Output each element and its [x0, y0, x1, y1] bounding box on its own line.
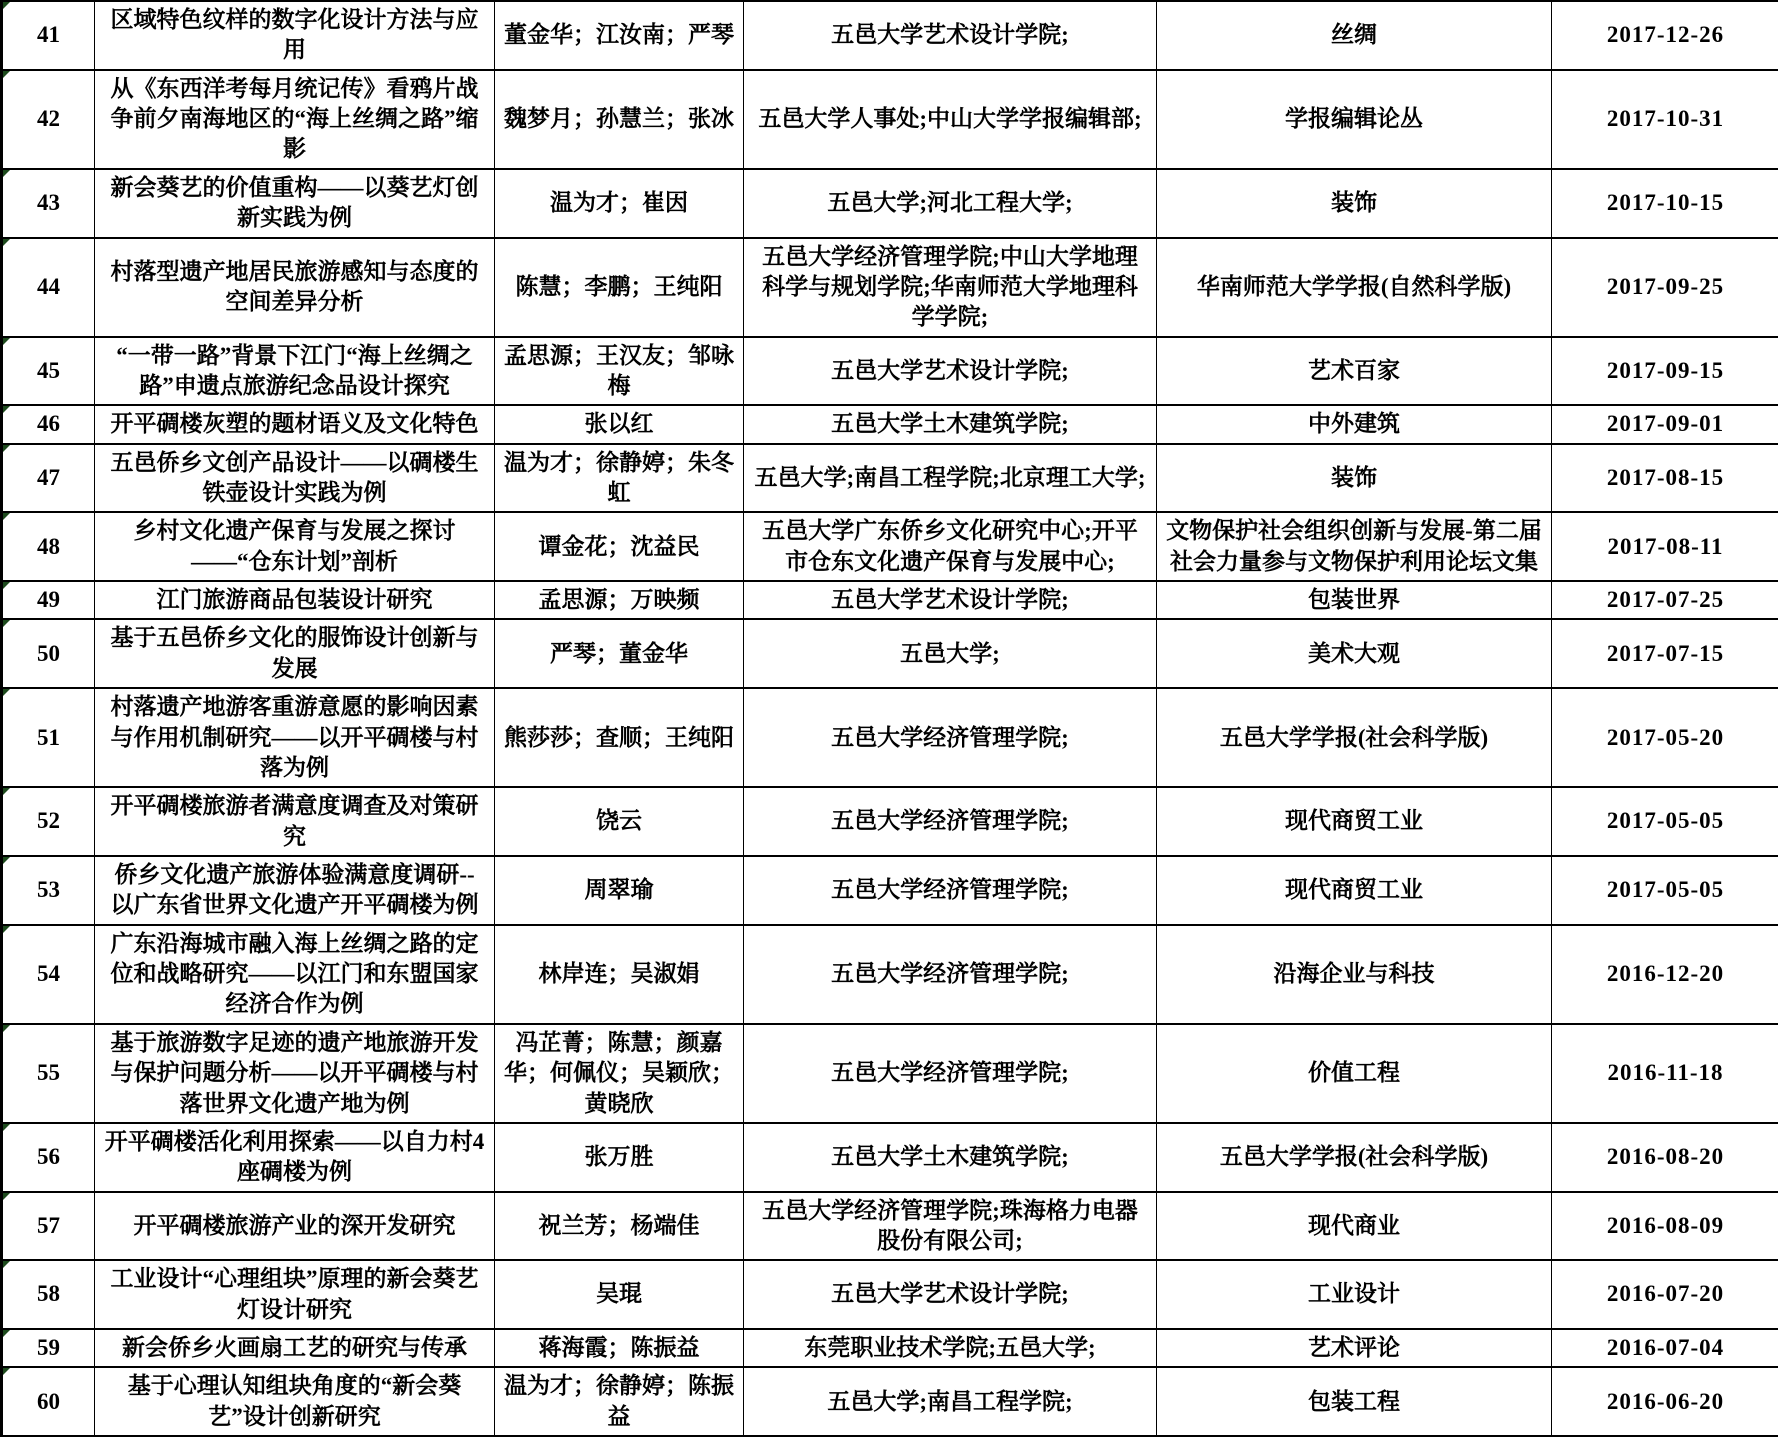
table-row [2, 619, 1778, 688]
row-number-cell: 54 [2, 925, 95, 1024]
authors-cell: 蒋海霞；陈振益 [495, 1329, 744, 1367]
paper-title-cell: 江门旅游商品包装设计研究 [95, 581, 495, 619]
publish-date-cell: 2017-10-31 [1552, 70, 1778, 169]
institutions-cell: 五邑大学经济管理学院; [744, 856, 1157, 925]
authors-cell: 熊莎莎；查顺；王纯阳 [495, 688, 744, 787]
paper-title-cell: 五邑侨乡文创产品设计——以碉楼生铁壶设计实践为例 [95, 444, 495, 513]
row-number-cell: 44 [2, 238, 95, 337]
row-number-cell: 45 [2, 337, 95, 406]
paper-title-cell: 村落遗产地游客重游意愿的影响因素与作用机制研究——以开平碉楼与村落为例 [95, 688, 495, 787]
authors-cell: 孟思源；王汉友；邹咏梅 [495, 337, 744, 406]
row-number-cell: 41 [2, 1, 95, 70]
journal-cell: 包装世界 [1157, 581, 1552, 619]
institutions-cell: 五邑大学艺术设计学院; [744, 1, 1157, 70]
paper-title-cell: “一带一路”背景下江门“海上丝绸之路”申遗点旅游纪念品设计探究 [95, 337, 495, 406]
publish-date-cell: 2017-09-15 [1552, 337, 1778, 406]
publish-date-cell: 2016-11-18 [1552, 1024, 1778, 1123]
institutions-cell: 五邑大学经济管理学院; [744, 688, 1157, 787]
publish-date-cell: 2017-07-25 [1552, 581, 1778, 619]
authors-cell: 张以红 [495, 405, 744, 443]
authors-cell: 林岸连；吴淑娟 [495, 925, 744, 1024]
table-row [2, 787, 1778, 856]
table-row [2, 512, 1778, 581]
institutions-cell: 五邑大学土木建筑学院; [744, 1123, 1157, 1192]
authors-cell: 魏梦月；孙慧兰；张冰 [495, 70, 744, 169]
row-number-cell: 51 [2, 688, 95, 787]
table-row [2, 238, 1778, 337]
table-row [2, 169, 1778, 238]
journal-cell: 价值工程 [1157, 1024, 1552, 1123]
paper-title-cell: 基于五邑侨乡文化的服饰设计创新与发展 [95, 619, 495, 688]
institutions-cell: 东莞职业技术学院;五邑大学; [744, 1329, 1157, 1367]
journal-cell: 装饰 [1157, 444, 1552, 513]
journal-cell: 包装工程 [1157, 1367, 1552, 1436]
journal-cell: 中外建筑 [1157, 405, 1552, 443]
journal-cell: 五邑大学学报(社会科学版) [1157, 1123, 1552, 1192]
publish-date-cell: 2017-05-20 [1552, 688, 1778, 787]
paper-title-cell: 村落型遗产地居民旅游感知与态度的空间差异分析 [95, 238, 495, 337]
table-row [2, 405, 1778, 443]
row-number-cell: 46 [2, 405, 95, 443]
row-number-cell: 52 [2, 787, 95, 856]
journal-cell: 华南师范大学学报(自然科学版) [1157, 238, 1552, 337]
journal-cell: 学报编辑论丛 [1157, 70, 1552, 169]
institutions-cell: 五邑大学经济管理学院;珠海格力电器股份有限公司; [744, 1192, 1157, 1261]
paper-title-cell: 新会葵艺的价值重构——以葵艺灯创新实践为例 [95, 169, 495, 238]
row-number-cell: 47 [2, 444, 95, 513]
row-number-cell: 60 [2, 1367, 95, 1436]
table-row [2, 70, 1778, 169]
publish-date-cell: 2017-10-15 [1552, 169, 1778, 238]
institutions-cell: 五邑大学;河北工程大学; [744, 169, 1157, 238]
authors-cell: 祝兰芳；杨端佳 [495, 1192, 744, 1261]
table-row [2, 581, 1778, 619]
journal-cell: 工业设计 [1157, 1260, 1552, 1329]
paper-title-cell: 基于旅游数字足迹的遗产地旅游开发与保护问题分析——以开平碉楼与村落世界文化遗产地为例 [95, 1024, 495, 1123]
authors-cell: 孟思源；万映频 [495, 581, 744, 619]
journal-cell: 艺术评论 [1157, 1329, 1552, 1367]
institutions-cell: 五邑大学经济管理学院; [744, 925, 1157, 1024]
publish-date-cell: 2017-08-11 [1552, 512, 1778, 581]
authors-cell: 严琴；董金华 [495, 619, 744, 688]
journal-cell: 五邑大学学报(社会科学版) [1157, 688, 1552, 787]
table-row [2, 1024, 1778, 1123]
paper-title-cell: 开平碉楼活化利用探索——以自力村4座碉楼为例 [95, 1123, 495, 1192]
table-row [2, 688, 1778, 787]
publish-date-cell: 2016-07-04 [1552, 1329, 1778, 1367]
row-number-cell: 56 [2, 1123, 95, 1192]
journal-cell: 现代商业 [1157, 1192, 1552, 1261]
institutions-cell: 五邑大学经济管理学院;中山大学地理科学与规划学院;华南师范大学地理科学学院; [744, 238, 1157, 337]
paper-title-cell: 新会侨乡火画扇工艺的研究与传承 [95, 1329, 495, 1367]
publish-date-cell: 2017-07-15 [1552, 619, 1778, 688]
institutions-cell: 五邑大学;南昌工程学院; [744, 1367, 1157, 1436]
publish-date-cell: 2016-12-20 [1552, 925, 1778, 1024]
authors-cell: 陈慧；李鹏；王纯阳 [495, 238, 744, 337]
row-number-cell: 49 [2, 581, 95, 619]
paper-title-cell: 乡村文化遗产保育与发展之探讨——“仓东计划”剖析 [95, 512, 495, 581]
table-body [2, 1, 1778, 1436]
publish-date-cell: 2016-07-20 [1552, 1260, 1778, 1329]
institutions-cell: 五邑大学经济管理学院; [744, 1024, 1157, 1123]
row-number-cell: 57 [2, 1192, 95, 1261]
paper-title-cell: 从《东西洋考每月统记传》看鸦片战争前夕南海地区的“海上丝绸之路”缩影 [95, 70, 495, 169]
row-number-cell: 43 [2, 169, 95, 238]
institutions-cell: 五邑大学广东侨乡文化研究中心;开平市仓东文化遗产保育与发展中心; [744, 512, 1157, 581]
journal-cell: 现代商贸工业 [1157, 856, 1552, 925]
authors-cell: 董金华；江汝南；严琴 [495, 1, 744, 70]
table-row [2, 1329, 1778, 1367]
institutions-cell: 五邑大学人事处;中山大学学报编辑部; [744, 70, 1157, 169]
institutions-cell: 五邑大学经济管理学院; [744, 787, 1157, 856]
paper-title-cell: 开平碉楼灰塑的题材语义及文化特色 [95, 405, 495, 443]
paper-title-cell: 广东沿海城市融入海上丝绸之路的定位和战略研究——以江门和东盟国家经济合作为例 [95, 925, 495, 1024]
authors-cell: 谭金花；沈益民 [495, 512, 744, 581]
row-number-cell: 55 [2, 1024, 95, 1123]
institutions-cell: 五邑大学; [744, 619, 1157, 688]
publish-date-cell: 2017-09-25 [1552, 238, 1778, 337]
publish-date-cell: 2017-05-05 [1552, 787, 1778, 856]
table-row [2, 1123, 1778, 1192]
publish-date-cell: 2016-06-20 [1552, 1367, 1778, 1436]
journal-cell: 装饰 [1157, 169, 1552, 238]
journal-cell: 现代商贸工业 [1157, 787, 1552, 856]
authors-cell: 温为才；徐静婷；朱冬虹 [495, 444, 744, 513]
paper-title-cell: 区域特色纹样的数字化设计方法与应用 [95, 1, 495, 70]
row-number-cell: 58 [2, 1260, 95, 1329]
paper-title-cell: 开平碉楼旅游者满意度调查及对策研究 [95, 787, 495, 856]
journal-cell: 沿海企业与科技 [1157, 925, 1552, 1024]
authors-cell: 冯芷菁；陈慧；颜嘉华；何佩仪；吴颖欣；黄晓欣 [495, 1024, 744, 1123]
table-row [2, 1192, 1778, 1261]
table-row [2, 1260, 1778, 1329]
institutions-cell: 五邑大学艺术设计学院; [744, 581, 1157, 619]
journal-cell: 文物保护社会组织创新与发展-第二届社会力量参与文物保护利用论坛文集 [1157, 512, 1552, 581]
table-row [2, 337, 1778, 406]
institutions-cell: 五邑大学艺术设计学院; [744, 1260, 1157, 1329]
authors-cell: 张万胜 [495, 1123, 744, 1192]
authors-cell: 周翠瑜 [495, 856, 744, 925]
publish-date-cell: 2017-05-05 [1552, 856, 1778, 925]
row-number-cell: 50 [2, 619, 95, 688]
authors-cell: 饶云 [495, 787, 744, 856]
row-number-cell: 42 [2, 70, 95, 169]
table-row [2, 856, 1778, 925]
institutions-cell: 五邑大学艺术设计学院; [744, 337, 1157, 406]
authors-cell: 吴琨 [495, 1260, 744, 1329]
paper-title-cell: 侨乡文化遗产旅游体验满意度调研--以广东省世界文化遗产开平碉楼为例 [95, 856, 495, 925]
authors-cell: 温为才；崔因 [495, 169, 744, 238]
institutions-cell: 五邑大学;南昌工程学院;北京理工大学; [744, 444, 1157, 513]
publish-date-cell: 2017-09-01 [1552, 405, 1778, 443]
paper-title-cell: 开平碉楼旅游产业的深开发研究 [95, 1192, 495, 1261]
table-row [2, 444, 1778, 513]
table-row [2, 1, 1778, 70]
paper-title-cell: 基于心理认知组块角度的“新会葵艺”设计创新研究 [95, 1367, 495, 1436]
row-number-cell: 53 [2, 856, 95, 925]
publish-date-cell: 2017-12-26 [1552, 1, 1778, 70]
authors-cell: 温为才；徐静婷；陈振益 [495, 1367, 744, 1436]
table-row [2, 1367, 1778, 1436]
publish-date-cell: 2017-08-15 [1552, 444, 1778, 513]
journal-cell: 美术大观 [1157, 619, 1552, 688]
institutions-cell: 五邑大学土木建筑学院; [744, 405, 1157, 443]
table-row [2, 925, 1778, 1024]
publish-date-cell: 2016-08-09 [1552, 1192, 1778, 1261]
row-number-cell: 59 [2, 1329, 95, 1367]
row-number-cell: 48 [2, 512, 95, 581]
journal-cell: 艺术百家 [1157, 337, 1552, 406]
publish-date-cell: 2016-08-20 [1552, 1123, 1778, 1192]
paper-title-cell: 工业设计“心理组块”原理的新会葵艺灯设计研究 [95, 1260, 495, 1329]
journal-cell: 丝绸 [1157, 1, 1552, 70]
